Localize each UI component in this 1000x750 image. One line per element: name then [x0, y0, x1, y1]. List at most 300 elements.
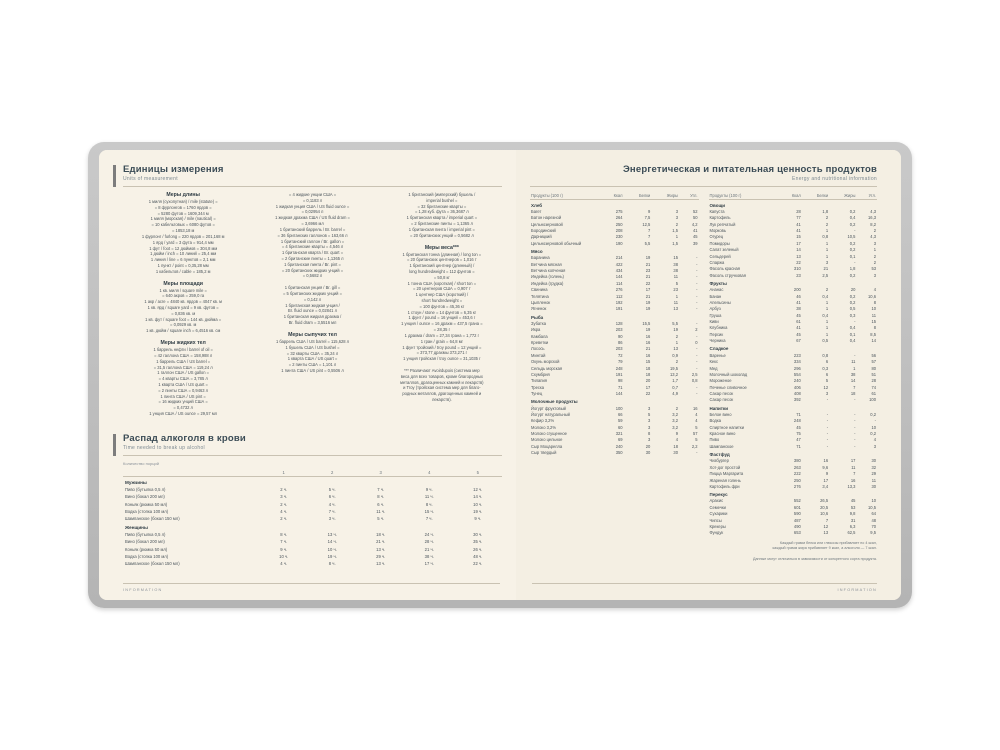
- table-group-row: [709, 490, 877, 498]
- cell-value: 53: [850, 504, 856, 510]
- cell-value: 240: [793, 378, 801, 384]
- table-group-row: [530, 397, 698, 405]
- units-group-heading: Меры площади: [163, 280, 203, 287]
- group-label: Молочные продукты: [531, 399, 578, 405]
- cell-value: 0,5: [849, 306, 856, 312]
- row-label: Апельсины: [709, 299, 731, 305]
- cell-value: 0,2: [849, 208, 856, 214]
- row-label: Мед: [709, 365, 718, 371]
- row-label: Спиртное напитки: [709, 424, 744, 430]
- cell-value: 19 ч.: [473, 508, 483, 514]
- cell-value: 14: [850, 378, 856, 384]
- cell-value: 10,5: [847, 234, 856, 240]
- row-label: Клубника: [709, 325, 728, 331]
- units-line: = 1,28 куб. фута = 36,3687 л: [415, 209, 469, 215]
- cell-value: 590: [793, 511, 801, 517]
- units-line: = 31,5 галлона США = 119,24 л: [153, 364, 213, 370]
- cell-value: 90: [618, 333, 623, 339]
- cell-value: 59: [618, 418, 623, 424]
- row-label: Салат зеленый: [709, 247, 739, 253]
- table-row: [123, 531, 502, 538]
- units-line: 1 драхма / dram = 27,34 грана = 1,772 г: [404, 332, 480, 338]
- column-header: 2: [308, 469, 357, 477]
- cell-value: 15,5: [642, 320, 651, 326]
- units-line: = 42 галлона США = 158,988 л: [154, 352, 213, 358]
- row-label: Пицца Маргарита: [709, 471, 744, 477]
- cell-value: 7: [648, 228, 651, 233]
- cell-value: 19: [645, 306, 651, 312]
- cell-value: 16: [823, 458, 829, 464]
- cell-value: 14: [796, 247, 801, 253]
- cell-value: 30: [871, 483, 876, 489]
- units-line: = 20 британских жидких унций =: [281, 267, 344, 273]
- nutrition-note-2: Данные могут отличаться в зависимости от конкретного сорта продукта.: [752, 556, 877, 561]
- nutrition-title: Энергетическая и питательная ценность продуктов: [622, 164, 877, 175]
- cell-value: 408: [793, 391, 801, 396]
- cell-value: -: [696, 274, 698, 280]
- cell-value: 79: [618, 359, 623, 365]
- cell-value: -: [696, 299, 698, 305]
- cell-value: 0,4: [822, 312, 829, 318]
- units-line: long hundredweight = 112 фунтов =: [409, 268, 475, 274]
- units-column: [382, 192, 502, 423]
- cell-value: 12: [823, 523, 829, 529]
- cell-value: 8: [873, 299, 876, 305]
- table-group-row: [709, 278, 877, 286]
- row-label: Минтай: [531, 352, 546, 358]
- cell-value: 17: [645, 384, 651, 390]
- cell-value: 8: [873, 325, 876, 331]
- cell-value: 61: [796, 319, 801, 325]
- row-label: Красное вино: [709, 431, 736, 437]
- cell-value: 4,2: [691, 221, 698, 227]
- cell-value: 5 ч.: [328, 487, 336, 493]
- column-header: Белки: [624, 192, 652, 200]
- row-label: Пиво: [709, 437, 720, 443]
- cell-value: 0,8: [822, 352, 829, 358]
- cell-value: 2: [675, 405, 678, 411]
- cell-value: 29 ч.: [376, 553, 386, 559]
- cell-value: 0,2: [849, 299, 856, 305]
- cell-value: 7 ч.: [328, 508, 336, 514]
- units-line: 1 баррель США / US barrel = 115,628 л: [275, 338, 350, 344]
- cell-value: 2: [675, 359, 678, 365]
- cell-value: 144: [615, 391, 623, 396]
- cell-value: 223: [793, 352, 801, 358]
- cell-value: 2: [675, 333, 678, 339]
- units-line: = 36 британских галлонов = 163,66 л: [277, 232, 348, 238]
- cell-value: -: [696, 306, 698, 312]
- row-label: Спаржа: [709, 259, 725, 265]
- units-line: = 16 жидких унций США =: [158, 399, 208, 405]
- units-line: = 8 фурлонгов = 1760 ярдов =: [154, 204, 212, 210]
- column-header: Угл.: [679, 192, 699, 200]
- table-row: [123, 546, 502, 553]
- row-label: Лук репчатый: [709, 221, 736, 227]
- units-line: Br. fluid dram = 3,5516 мл: [288, 320, 337, 326]
- units-group-heading: Меры сыпучих тел: [288, 331, 337, 338]
- units-line: = 32 кварты США = 35,24 л: [286, 350, 339, 356]
- row-label: Свинина: [531, 287, 548, 293]
- units-line: 1 стоун / stone = 14 фунтов = 6,35 кг: [407, 309, 477, 315]
- units-line: лекарств).: [432, 397, 452, 402]
- cell-value: 250: [793, 477, 801, 483]
- cell-value: 13: [673, 306, 678, 312]
- cell-value: 487: [793, 517, 801, 523]
- cell-value: 422: [615, 261, 623, 267]
- cell-value: 13: [796, 253, 801, 259]
- cell-value: 17: [796, 240, 801, 246]
- units-line: = 0,1183 л: [302, 197, 323, 203]
- cell-value: 334: [793, 359, 801, 365]
- cell-value: 45: [796, 312, 801, 318]
- cell-value: 41: [796, 228, 801, 233]
- cell-value: 57: [692, 431, 698, 437]
- units-line: = 4 кварты США = 3,785 л: [158, 376, 208, 382]
- cell-value: 7: [825, 517, 829, 523]
- cell-value: -: [696, 268, 698, 274]
- group-label: Сладкое: [709, 346, 729, 352]
- section-bar: [113, 165, 116, 187]
- cell-value: -: [696, 320, 698, 326]
- group-label: Хлеб: [531, 202, 543, 208]
- cell-value: 0,9: [672, 352, 678, 358]
- cell-value: 18: [673, 443, 678, 449]
- units-line: 1 кабельтов / cable = 185,2 м: [155, 268, 211, 274]
- cell-value: 62,5: [847, 530, 856, 536]
- cell-value: 2: [825, 287, 829, 293]
- cell-value: 11: [673, 274, 678, 280]
- cell-value: 128: [615, 320, 623, 326]
- cell-value: 11: [673, 299, 678, 305]
- cell-value: 0,2: [849, 247, 856, 253]
- units-line: 1 баррель нефти / barrel of oil =: [153, 347, 213, 353]
- cell-value: 11: [851, 359, 856, 365]
- column-header: [123, 469, 259, 477]
- units-line: 1 кварта США / US quart =: [158, 381, 208, 387]
- group-label: Перекус: [709, 492, 728, 498]
- cell-value: 11 ч.: [424, 494, 434, 500]
- cell-value: 4: [873, 437, 876, 443]
- cell-value: 321: [615, 431, 623, 437]
- row-label: Ягненок: [531, 306, 547, 312]
- row-label: Водка (стопка 100 мл): [125, 553, 169, 559]
- row-label: Хот-дог простой: [709, 464, 741, 470]
- cell-value: 16: [645, 340, 651, 345]
- units-line: 1 британская жидкая драхма /: [283, 314, 342, 320]
- cell-value: 1: [825, 240, 829, 246]
- cell-value: 0,2: [849, 272, 856, 278]
- cell-value: 19: [645, 327, 651, 333]
- row-label: Ананас: [709, 287, 724, 293]
- cell-value: 190: [615, 240, 623, 246]
- units-line: = 0,0929 кв. м: [170, 322, 197, 328]
- cell-value: 20: [645, 443, 651, 449]
- cell-value: 9,8: [849, 511, 856, 517]
- cell-value: -: [696, 359, 698, 365]
- units-title: Единицы измерения: [123, 164, 224, 175]
- cell-value: 264: [615, 215, 623, 221]
- cell-value: 19: [645, 255, 651, 261]
- cell-value: 71: [618, 384, 623, 390]
- row-label: Печенье сливочное: [709, 384, 747, 390]
- cell-value: 26,5: [820, 498, 829, 504]
- cell-value: 296: [793, 365, 801, 371]
- cell-value: 5: [695, 424, 698, 430]
- table-row: [530, 450, 698, 456]
- right-page-footer: INFORMATION: [837, 588, 877, 592]
- cell-value: 276: [615, 287, 623, 293]
- row-label: Бородинский: [531, 228, 556, 233]
- cell-value: 0,4: [849, 215, 856, 221]
- column-header: Продукты (100 г): [709, 192, 780, 200]
- group-label: Рыба: [531, 314, 544, 320]
- units-line: 1 миля (сухопутная) / mile (statute) =: [148, 199, 218, 204]
- cell-value: 86: [618, 340, 623, 345]
- units-group: [382, 192, 502, 239]
- cell-value: 1: [853, 365, 856, 371]
- cell-value: 3: [873, 443, 876, 449]
- cell-value: 8 ч.: [328, 560, 336, 566]
- cell-value: 14 ч.: [473, 494, 483, 500]
- row-label: Картофель: [709, 215, 731, 221]
- cell-value: 0,1: [849, 331, 856, 337]
- column-header: 5: [454, 469, 503, 477]
- cell-value: 1: [825, 306, 829, 312]
- units-line: = 32 британские кварты =: [417, 203, 467, 209]
- units-line: 1 кв. дюйм / square inch = 6,4516 кв. см: [146, 328, 221, 334]
- cell-value: -: [826, 431, 829, 437]
- cell-value: 61: [871, 391, 876, 396]
- cell-value: 21: [645, 274, 651, 280]
- cell-value: 1,5: [672, 240, 678, 246]
- row-label: Дарницкий: [531, 234, 552, 240]
- cell-value: 13: [673, 346, 678, 352]
- cell-value: 6 ч.: [377, 501, 385, 507]
- cell-value: 0,1: [849, 253, 856, 259]
- cell-value: 100: [869, 397, 876, 403]
- right-page: [516, 150, 901, 600]
- group-label: Мужчины: [125, 480, 147, 485]
- row-label: Окунь морской: [531, 359, 560, 365]
- cell-value: 10 ч.: [327, 546, 337, 552]
- group-label: Фастфуд: [709, 452, 730, 457]
- divider: [530, 186, 877, 187]
- row-label: Шампанское (бокал 150 мл): [125, 515, 180, 521]
- units-line: 1 британский центнер (длинный) /: [409, 263, 475, 269]
- cell-value: 22: [796, 259, 801, 265]
- cell-value: -: [696, 352, 698, 358]
- cell-value: 32: [871, 464, 876, 470]
- cell-value: 16: [850, 477, 856, 483]
- cell-value: -: [874, 418, 876, 424]
- cell-value: 3,2: [672, 418, 678, 424]
- units-column: [123, 192, 243, 423]
- cell-value: 248: [615, 365, 623, 371]
- cell-value: 17: [823, 477, 829, 483]
- cell-value: 0,3: [822, 365, 829, 371]
- cell-value: -: [854, 418, 856, 424]
- table-row: [123, 553, 502, 560]
- cell-value: 11: [871, 477, 876, 483]
- cell-value: 3,2: [672, 411, 678, 417]
- units-columns: [123, 192, 502, 423]
- row-label: Батон нарезной: [531, 215, 562, 221]
- row-label: Мороженое: [709, 378, 732, 384]
- cell-value: 13 ч.: [376, 546, 386, 552]
- row-label: Ветчина мясная: [531, 261, 562, 267]
- table-group-row: [709, 200, 877, 209]
- row-label: Чизбургер: [709, 458, 729, 464]
- units-group: [252, 332, 372, 374]
- row-label: Варенье: [709, 352, 726, 358]
- units-line: 1 баррель США / US barrel =: [156, 358, 211, 364]
- cell-value: 48 ч.: [473, 553, 483, 559]
- cell-value: 6: [825, 371, 829, 377]
- cell-value: 3: [873, 272, 876, 278]
- cell-value: 7 ч.: [425, 515, 433, 521]
- cell-value: 203: [615, 346, 623, 352]
- cell-value: 0,8: [822, 234, 829, 240]
- cell-value: 0,3: [849, 312, 856, 318]
- units-line: 1 унция тройская / troy ounce = 31,1035 г: [403, 356, 481, 362]
- cell-value: 2: [695, 327, 698, 333]
- cell-value: 98: [618, 378, 623, 384]
- row-label: Молочный шоколад: [709, 371, 748, 377]
- cell-value: 392: [793, 397, 801, 403]
- cell-value: 22: [645, 391, 651, 396]
- cell-value: 41: [796, 221, 801, 227]
- units-line: = 10 кабельтовых = 6080 футов =: [151, 222, 215, 228]
- row-label: Креветки: [531, 340, 549, 345]
- alcohol-section-header: [123, 433, 502, 451]
- cell-value: 9,5: [870, 530, 876, 536]
- units-line: = 4 британские кварты = 4,546 л: [281, 244, 344, 250]
- cell-value: 11 ч.: [376, 508, 386, 514]
- table-header-row: [123, 469, 502, 477]
- cell-value: 12 ч.: [473, 487, 483, 493]
- cell-value: 23: [673, 287, 678, 293]
- cell-value: 72: [618, 352, 623, 358]
- cell-value: 15: [871, 319, 876, 325]
- cell-value: 380: [793, 458, 801, 464]
- row-label: Сельдь морская: [531, 365, 563, 371]
- cell-value: 69: [618, 437, 623, 443]
- row-label: Цельнозерновой обычный: [531, 240, 582, 246]
- cell-value: 5 ч.: [377, 515, 385, 521]
- cell-value: 16,3: [868, 215, 876, 221]
- units-line: = 2 британские пинты = 1,1365 л: [410, 221, 473, 227]
- row-label: Молоко 3,2%: [531, 424, 556, 430]
- units-group: [123, 192, 243, 275]
- cell-value: -: [854, 443, 856, 449]
- cell-value: 2,5: [691, 371, 698, 377]
- cell-value: -: [696, 333, 698, 339]
- row-label: Икра: [531, 327, 541, 333]
- units-group: [252, 285, 372, 326]
- cell-value: 10,5: [868, 504, 876, 510]
- row-label: Фасоль красная: [709, 266, 740, 272]
- row-label: Арахис: [709, 498, 724, 504]
- cell-value: 67: [796, 338, 801, 344]
- table-group-row: [709, 450, 877, 458]
- cell-value: 18: [645, 371, 651, 377]
- units-line: металлов, драгоценных камней и лекарств): [400, 379, 484, 385]
- cell-value: 10,6: [820, 511, 829, 517]
- cell-value: 2,2: [691, 443, 698, 449]
- cell-value: 15: [673, 255, 678, 261]
- cell-value: 144: [615, 274, 623, 280]
- row-label: Жареная голень: [709, 477, 741, 483]
- cell-value: 2 ч.: [280, 487, 288, 493]
- row-label: Сахар песок: [709, 391, 734, 396]
- units-line: 1 британская пинта / imperial pint =: [408, 226, 475, 232]
- units-line: = 2 пинты США = 1,101 л: [288, 362, 337, 368]
- cell-value: 9 ч.: [425, 487, 433, 493]
- column-header: Белки: [802, 192, 829, 200]
- cell-value: 5,5: [644, 240, 651, 246]
- cell-value: 7 ч.: [377, 487, 385, 493]
- row-label: Огурец: [709, 234, 724, 240]
- cell-value: 191: [615, 371, 623, 377]
- column-header: Продукты (100 г): [530, 192, 601, 200]
- divider: [123, 455, 502, 456]
- row-label: Крекеры: [709, 523, 726, 529]
- cell-value: 45: [692, 234, 698, 240]
- cell-value: 38 ч.: [424, 553, 434, 559]
- cell-value: 3: [648, 418, 651, 424]
- alcohol-header-note: Количество порций: [123, 460, 159, 466]
- cell-value: 4,3: [870, 208, 876, 214]
- units-line: 1 жидкая унция США / US fluid ounce =: [275, 203, 350, 209]
- cell-value: 71: [796, 411, 801, 417]
- cell-value: 30 ч.: [473, 532, 483, 538]
- cell-value: -: [826, 418, 829, 424]
- units-line: 1 ярд / yard = 3 фута = 914,4 мм: [152, 239, 214, 245]
- row-label: Черника: [709, 338, 726, 344]
- cell-value: 8 ч.: [280, 532, 288, 538]
- cell-value: 15: [645, 359, 651, 365]
- nutrition-tables: [530, 192, 877, 536]
- cell-value: 17 ч.: [424, 560, 434, 566]
- units-line: = 1853,18 м: [172, 228, 195, 234]
- cell-value: 2: [825, 221, 829, 227]
- units-line: 1 британский баррель / Br. barrel =: [279, 226, 346, 232]
- cell-value: 1: [825, 319, 829, 325]
- cell-value: 0,2: [870, 431, 876, 437]
- notebook-spread: [99, 150, 901, 600]
- cell-value: 0,2: [849, 293, 856, 299]
- cell-value: 21 ч.: [376, 539, 386, 545]
- cell-value: 0,2: [849, 240, 856, 246]
- table-group-row: [123, 522, 502, 531]
- units-line: 1 кв. фут / square foot = 144 кв. дюйма =: [145, 316, 222, 322]
- units-line: родных металлов, драгоценных камней и: [402, 391, 482, 397]
- cell-value: 2,5: [822, 272, 829, 278]
- cell-value: 275: [615, 208, 623, 214]
- units-line: Br. fluid ounce = 0,02841 л: [288, 308, 337, 314]
- cell-value: 3,2: [672, 424, 678, 430]
- cell-value: 248: [793, 418, 801, 424]
- row-label: Коньяк (рюмка 50 мл): [125, 501, 168, 507]
- nutrition-subtitle: Energy and nutritional information: [792, 176, 877, 182]
- cell-value: 17: [850, 458, 856, 464]
- cell-value: 28 ч.: [424, 539, 434, 545]
- cell-value: 39: [692, 240, 698, 246]
- units-line: = 0,02954 л: [301, 209, 324, 215]
- cell-value: 0,8: [691, 378, 698, 384]
- cell-value: 10 ч.: [279, 553, 289, 559]
